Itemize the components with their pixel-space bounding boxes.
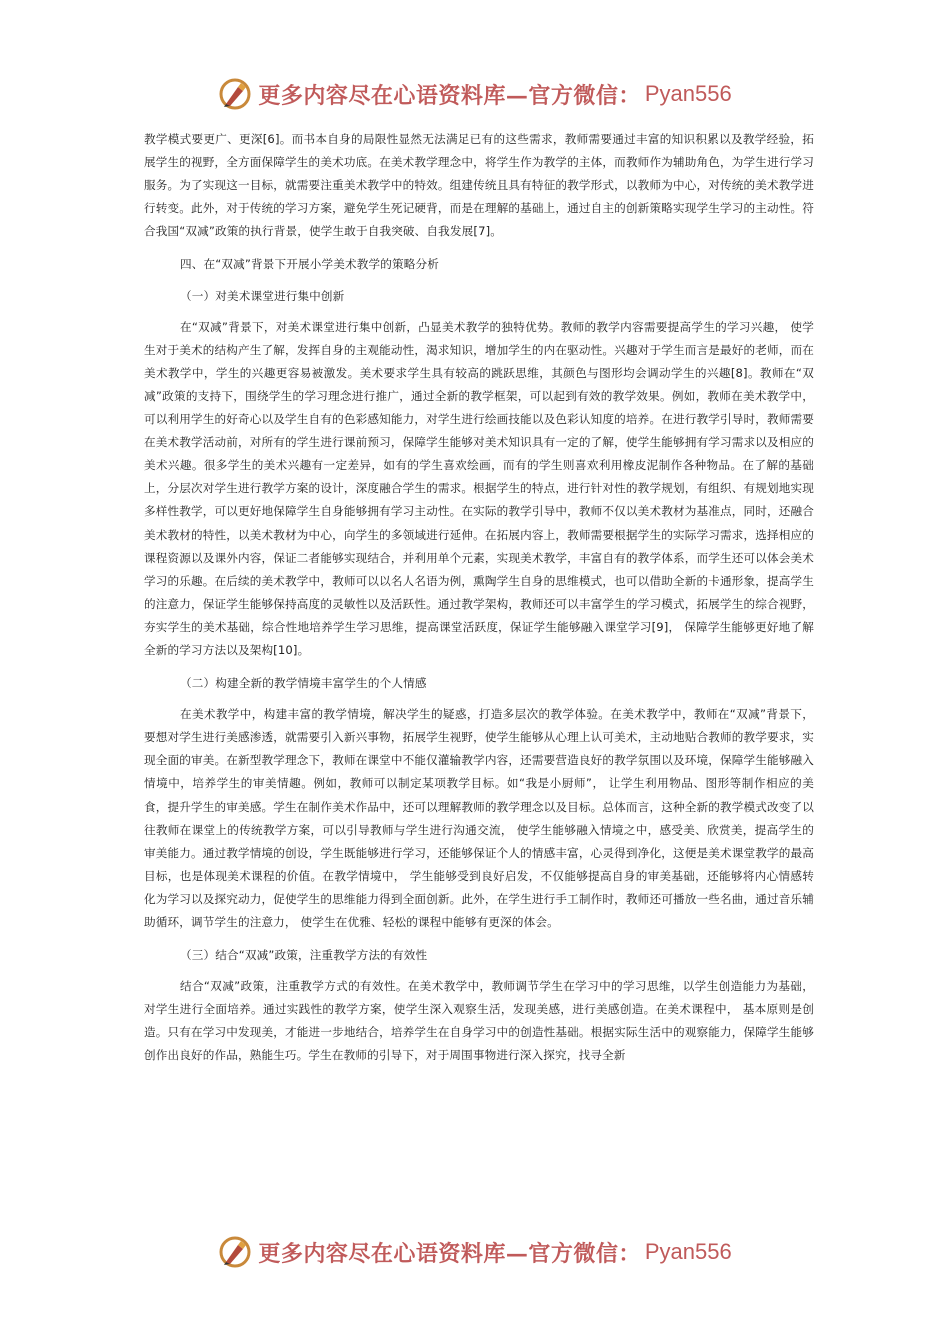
banner-text: 更多内容尽在心语资料库—官方微信： [258,82,641,109]
subsection-heading-1: （一）对美术课堂进行集中创新 [180,288,345,303]
document-body [144,128,814,1068]
paragraph-innovation: 在“双减”背景下，对美术课堂进行集中创新，凸显美术教学的独特优势。教师的教学内容需要提高学生的学习兴趣， 使学生对于美术的结构产生了解，发挥自身的主观能动性，渴求知识，增加学生的内在驱动性。兴趣对于学生而言是最好的老师，而在美术教学中，学生的兴趣更容易被激发。美术要求学生具有较高的跳跃思维，其颜色与图形均会调动学生的兴趣[8]。教师在“双减”政策的支持下，围绕学生的学习理念进行推广，通过全新的教学框架，可以起到有效的教学效果。例如，教师在美术教学中，可以利用学生的好奇心以及学生自有的色彩感知能力，对学生进行绘画技能以及色彩认知度的培养。在进行教学引导时，教师需要在美术教学活动前，对所有的学生进行课前预习，保障学生能够对美术知识具有一定的了解，使学生能够拥有学习需求以及相应的美术兴趣。很多学生的美术兴趣有一定差异，如有的学生喜欢绘画，而有的学生则喜欢利用橡皮泥制作各种物品。在了解的基础上，分层次对学生进行教学方案的设计，深度融合学生的需求。根据学生的特点，进行针对性的教学规划，有组织、有规划地实现多样性教学，可以更好地保障学生自身能够拥有学习主动性。在实际的教学引导中，教师不仅以美术教材为基准点，同时，还融合美术教材的特性，以美术教材为中心，向学生的多领域进行延伸。在拓展内容上，教师需要根据学生的实际学习需求，选择相应的课程资源以及课外内容，保证二者能够实现结合，并利用单个元素，实现美术教学，丰富自有的教学体系，而学生还可以体会美术学习的乐趣。在后续的美术教学中，教师可以以名人名语为例，熏陶学生自身的思维模式，也可以借助全新的卡通形象，提高学生的注意力，保证学生能够保持高度的灵敏性以及活跃性。通过教学架构，教师还可以丰富学生的学习模式，拓展学生的综合视野，夯实学生的美术基础，综合性地培养学生学习思维，提高课堂活跃度，保证学生能够融入课堂学习[9]， 保障学生能够更好地了解全新的学习方法以及架构[10]。 [144,319,814,657]
footer-banner [0,1232,950,1272]
pen-logo-icon [218,77,252,111]
banner-text: 更多内容尽在心语资料库—官方微信： [258,1240,641,1267]
banner-wechat-id: Pyan556 [644,81,732,106]
section-heading-4: 四、在“双减”背景下开展小学美术教学的策略分析 [180,257,439,272]
subsection-heading-2: （二）构建全新的教学情境丰富学生的个人情感 [180,676,427,691]
banner-wechat-id: Pyan556 [644,1239,732,1264]
paragraph-teaching-situation: 在美术教学中，构建丰富的教学情境，解决学生的疑惑，打造多层次的教学体验。在美术教学中，教师在“双减”背景下，要想对学生进行美感渗透，就需要引入新兴事物，拓展学生视野，使学生能够从心理上认可美术，主动地贴合教师的教学要求，实现全面的审美。在新型教学理念下，教师在课堂中不能仅灌输教学内容，还需要营造良好的教学氛围以及环境，保障学生能够融入情境中，培养学生的审美情趣。例如，教师可以制定某项教学目标。如“我是小厨师”， 让学生利用物品、图形等制作相应的美食，提升学生的审美感。学生在制作美术作品中，还可以理解教师的教学理念以及目标。总体而言，这种全新的教学模式改变了以往教师在课堂上的传统教学方案，可以引导教师与学生进行沟通交流， 使学生能够融入情境之中，感受美、欣赏美，提高学生的审美能力。通过教学情境的创设，学生既能够进行学习，还能够保证个人的情感丰富，心灵得到净化，这便是美术课堂教学的最高目标，也是体现美术课程的价值。在教学情境中， 学生能够受到良好启发，不仅能够提高自身的审美基础，还能够将内心情感转化为学习以及探究动力，促使学生的思维能力得到全面创新。此外，在学生进行手工制作时，教师还可播放一些名曲，通过音乐辅助循环，调节学生的注意力， 使学生在优雅、轻松的课程中能够有更深的体会。 [144,707,814,929]
paragraph-method-effectiveness: 结合“双减”政策，注重教学方式的有效性。在美术教学中，教师调节学生在学习中的学习思维，以学生创造能力为基础，对学生进行全面培养。通过实践性的教学方案，使学生深入观察生活，发现美感，进行美感创造。在美术课程中， 基本原则是创造。只有在学习中发现美，才能进一步地结合，培养学生在自身学习中的创造性基础。根据实际生活中的观察能力，保障学生能够创作出良好的作品，熟能生巧。学生在教师的引导下，对于周围事物进行深入探究，找寻全新 [144,979,814,1063]
subsection-heading-3: （三）结合“双减”政策，注重教学方法的有效性 [180,948,428,963]
header-banner [0,74,950,114]
pen-logo-icon [218,1235,252,1269]
paragraph-continued: 教学模式要更广、更深[6]。而书本自身的局限性显然无法满足已有的这些需求，教师需要通过丰富的知识积累以及教学经验，拓展学生的视野，全方面保障学生的美术功底。在美术教学理念中，将学生作为教学的主体，而教师作为辅助角色，为学生进行学习服务。为了实现这一目标，就需要注重美术教学中的特效。组建传统且具有特征的教学形式，以教师为中心，对传统的美术教学进行转变。此外，对于传统的学习方案，避免学生死记硬背，而是在理解的基础上，通过自主的创新策略实现学生学习的主动性。符合我国“双减”政策的执行背景，使学生敢于自我突破、自我发展[7]。 [144,132,814,239]
